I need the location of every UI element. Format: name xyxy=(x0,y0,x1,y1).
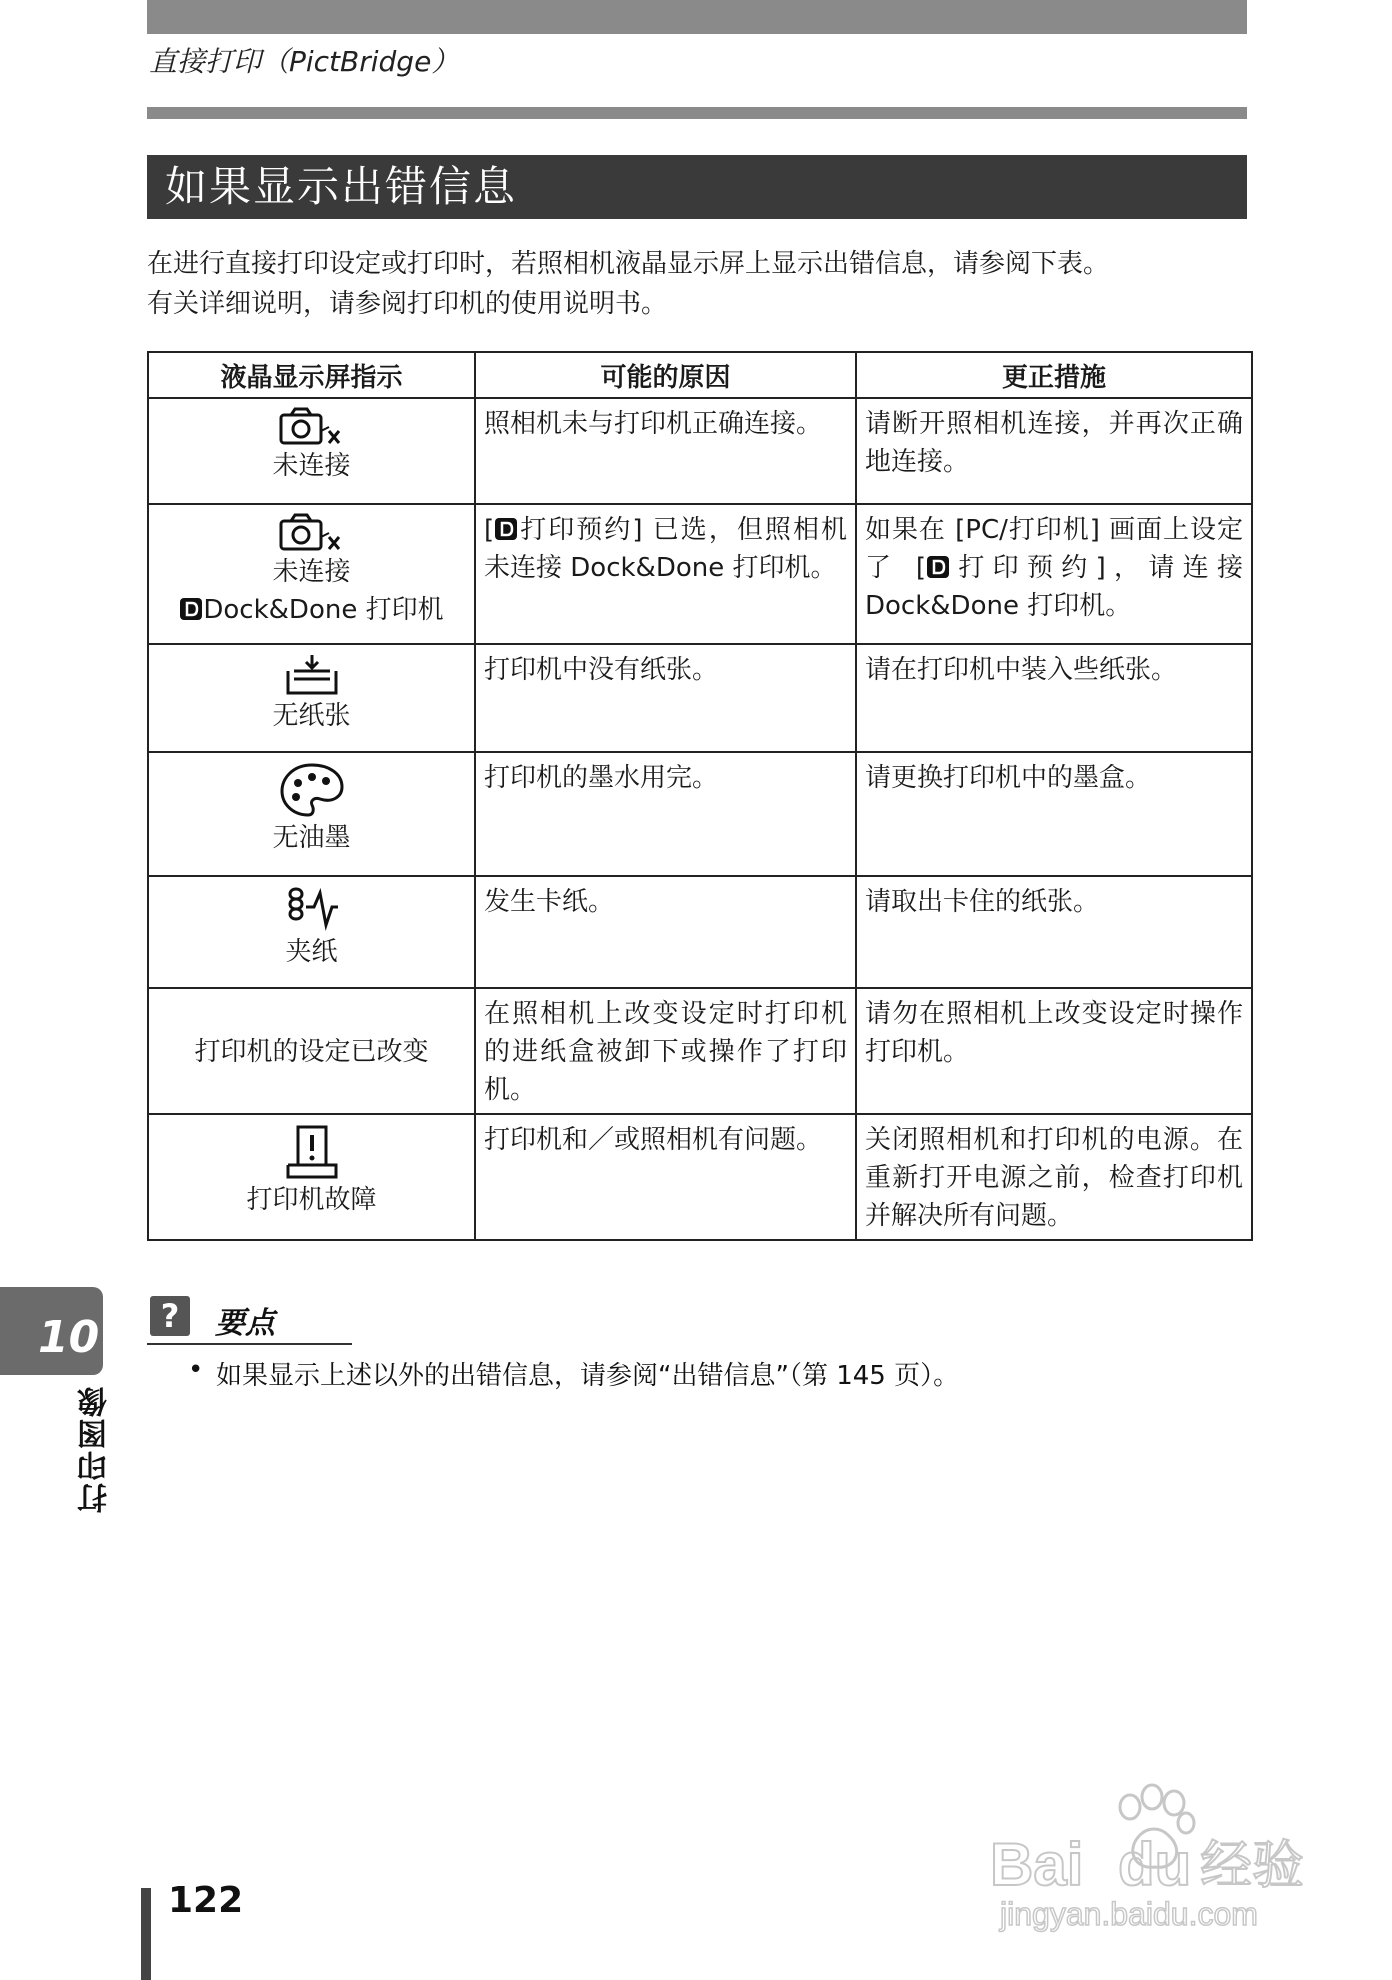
indicator-label: 未连接 xyxy=(272,557,351,587)
table-row xyxy=(148,644,1252,752)
indicator-cell xyxy=(148,876,475,988)
cause-cell: 在照相机上改变设定时打印机的进纸盒被卸下或操作了打印机。 xyxy=(475,988,856,1114)
cause-cell: [ 打印预约] 已选，但照相机未连接 Dock&Done 打印机。 xyxy=(475,504,856,644)
cause-cell: 打印机中没有纸张。 xyxy=(475,644,856,752)
ink-palette-icon xyxy=(278,761,346,819)
error-table xyxy=(147,351,1253,1241)
intro-line-1: 在进行直接打印设定或打印时，若照相机液晶显示屏上显示出错信息，请参阅下表。 xyxy=(147,249,1110,279)
tip-bullet: • xyxy=(188,1355,204,1385)
header-divider xyxy=(147,107,1247,119)
table-row xyxy=(148,752,1252,876)
action-cell: 请在打印机中装入些纸张。 xyxy=(856,644,1252,752)
print-reserve-icon xyxy=(179,597,203,621)
chapter-label: 打印图像 xyxy=(78,1385,113,1513)
svg-text:Bai: Bai xyxy=(990,1831,1084,1898)
indicator-cell xyxy=(148,644,475,752)
indicator-label-2: Dock&Done 打印机 xyxy=(153,591,470,629)
page-number-bar xyxy=(141,1888,151,1980)
header-bar xyxy=(147,0,1247,34)
table-row xyxy=(148,988,1252,1114)
indicator-cell xyxy=(148,504,475,644)
print-reserve-icon xyxy=(494,517,518,541)
baidu-watermark-logo xyxy=(990,1775,1320,1935)
indicator-label: 夹纸 xyxy=(285,937,338,967)
table-header-action: 更正措施 xyxy=(856,352,1252,398)
intro-line-2: 有关详细说明，请参阅打印机的使用说明书。 xyxy=(147,289,668,319)
svg-text:du: du xyxy=(1118,1831,1192,1898)
cause-cell: 照相机未与打印机正确连接。 xyxy=(475,398,856,504)
cause-cell: 打印机的墨水用完。 xyxy=(475,752,856,876)
camera-disconnected-icon xyxy=(277,513,347,553)
page-number: 122 xyxy=(168,1880,244,1921)
header-title: 直接打印（PictBridge） xyxy=(149,45,460,78)
table-header-row xyxy=(148,352,1252,398)
indicator-cell: 打印机的设定已改变 xyxy=(148,988,475,1114)
table-row xyxy=(148,504,1252,644)
camera-disconnected-icon xyxy=(277,407,347,447)
tip-question-icon: ? xyxy=(150,1296,190,1336)
svg-text:jingyan.baidu.com: jingyan.baidu.com xyxy=(1000,1896,1258,1932)
indicator-label: 无纸张 xyxy=(272,701,351,731)
table-row xyxy=(148,876,1252,988)
action-cell: 请更换打印机中的墨盒。 xyxy=(856,752,1252,876)
cause-cell: 发生卡纸。 xyxy=(475,876,856,988)
table-row xyxy=(148,1114,1252,1240)
indicator-cell xyxy=(148,398,475,504)
tip-title: 要点 xyxy=(215,1306,275,1341)
indicator-cell xyxy=(148,1114,475,1240)
action-cell: 请取出卡住的纸张。 xyxy=(856,876,1252,988)
table-header-indicator: 液晶显示屏指示 xyxy=(148,352,475,398)
chapter-number: 10 xyxy=(38,1312,100,1363)
table-header-cause: 可能的原因 xyxy=(475,352,856,398)
indicator-label: 打印机故障 xyxy=(246,1185,377,1215)
action-cell: 请勿在照相机上改变设定时操作打印机。 xyxy=(856,988,1252,1114)
cause-cell: 打印机和／或照相机有问题。 xyxy=(475,1114,856,1240)
svg-text:经验: 经验 xyxy=(1200,1836,1305,1896)
action-cell: 关闭照相机和打印机的电源。在重新打开电源之前，检查打印机并解决所有问题。 xyxy=(856,1114,1252,1240)
indicator-cell xyxy=(148,752,475,876)
tip-text: 如果显示上述以外的出错信息，请参阅“出错信息”（第 145 页）。 xyxy=(216,1361,960,1391)
table-row xyxy=(148,398,1252,504)
indicator-label: 无油墨 xyxy=(272,823,351,853)
indicator-label: 未连接 xyxy=(272,451,351,481)
printer-error-icon xyxy=(284,1123,340,1181)
action-cell: 请断开照相机连接，并再次正确地连接。 xyxy=(856,398,1252,504)
section-heading: 如果显示出错信息 xyxy=(147,155,1247,219)
print-reserve-icon xyxy=(926,555,950,579)
tip-underline xyxy=(147,1343,352,1345)
no-paper-icon xyxy=(284,653,340,697)
action-cell: 如果在 [PC/打印机] 画面上设定了 [ 打印预约]，请连接 Dock&Done 打印机。 xyxy=(856,504,1252,644)
paper-jam-icon xyxy=(282,885,342,933)
